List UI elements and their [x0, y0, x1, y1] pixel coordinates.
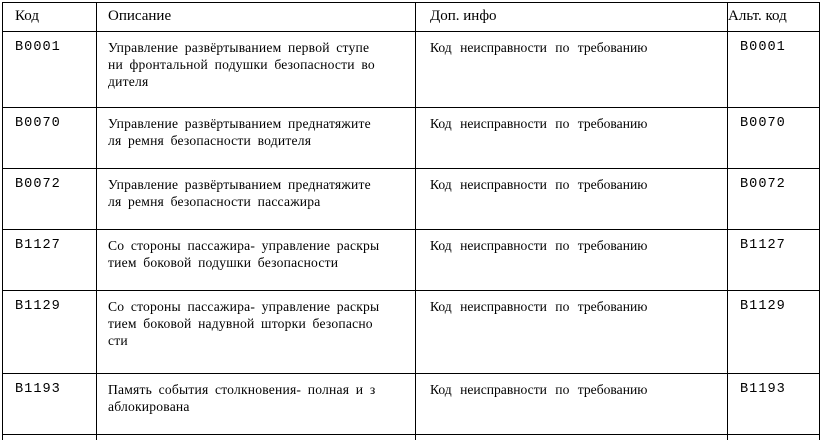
dtc-code-cell: B1193 [3, 374, 97, 435]
dtc-code-cell: B0072 [3, 169, 97, 230]
dtc-extra-info-cell [416, 435, 728, 440]
header-description: Описание [97, 3, 416, 32]
dtc-extra-info-cell: Код неисправности по требованию [416, 108, 728, 169]
dtc-extra-info-cell: Код неисправности по требованию [416, 169, 728, 230]
dtc-code-cell: B1127 [3, 230, 97, 291]
description-line: Память события столкновения- полная и з [108, 382, 376, 397]
dtc-alt-code-cell [728, 435, 820, 440]
dtc-extra-info-cell: Код неисправности по требованию [416, 291, 728, 374]
dtc-description-cell [97, 435, 416, 440]
dtc-description-cell [97, 169, 416, 230]
description-line: тием боковой надувной шторки безопасно [108, 316, 373, 331]
table-header-row [3, 3, 820, 32]
dtc-code-cell [3, 435, 97, 440]
table-body [3, 32, 820, 440]
description-line: сти [108, 333, 128, 348]
header-extra-info: Доп. инфо [416, 3, 728, 32]
dtc-description-cell [97, 230, 416, 291]
dtc-description-cell [97, 291, 416, 374]
dtc-alt-code-cell: B1129 [728, 291, 820, 374]
table-row [3, 435, 820, 440]
dtc-alt-code-cell: B0070 [728, 108, 820, 169]
dtc-alt-code-cell: B1127 [728, 230, 820, 291]
description-line: ни фронтальной подушки безопасности во [108, 57, 375, 72]
dtc-code-cell: B0070 [3, 108, 97, 169]
table-row [3, 108, 820, 169]
description-line: аблокирована [108, 399, 190, 414]
table-row [3, 32, 820, 108]
table-row [3, 169, 820, 230]
description-line: ля ремня безопасности пассажира [108, 194, 321, 209]
dtc-code-cell: B1129 [3, 291, 97, 374]
description-line: Управление развёртыванием первой ступе [108, 40, 370, 55]
table-row [3, 230, 820, 291]
table-row [3, 291, 820, 374]
description-line: ля ремня безопасности водителя [108, 133, 312, 148]
dtc-code-cell: B0001 [3, 32, 97, 108]
dtc-extra-info-cell: Код неисправности по требованию [416, 32, 728, 108]
description-line: дителя [108, 74, 149, 89]
description-line: Управление развёртыванием преднатяжите [108, 177, 371, 192]
dtc-alt-code-cell: B0001 [728, 32, 820, 108]
dtc-description-cell [97, 108, 416, 169]
description-line: тием боковой подушки безопасности [108, 255, 339, 270]
dtc-alt-code-cell: B0072 [728, 169, 820, 230]
dtc-extra-info-cell: Код неисправности по требованию [416, 230, 728, 291]
description-line: Со стороны пассажира- управление раскры [108, 299, 380, 314]
dtc-description-cell [97, 374, 416, 435]
dtc-alt-code-cell: B1193 [728, 374, 820, 435]
dtc-extra-info-cell: Код неисправности по требованию [416, 374, 728, 435]
description-line: Управление развёртыванием преднатяжите [108, 116, 371, 131]
table-row [3, 374, 820, 435]
dtc-table [2, 2, 820, 440]
header-code: Код [3, 3, 97, 32]
dtc-description-cell [97, 32, 416, 108]
description-line: Со стороны пассажира- управление раскры [108, 238, 380, 253]
header-alt-code: Альт. код [728, 3, 820, 32]
